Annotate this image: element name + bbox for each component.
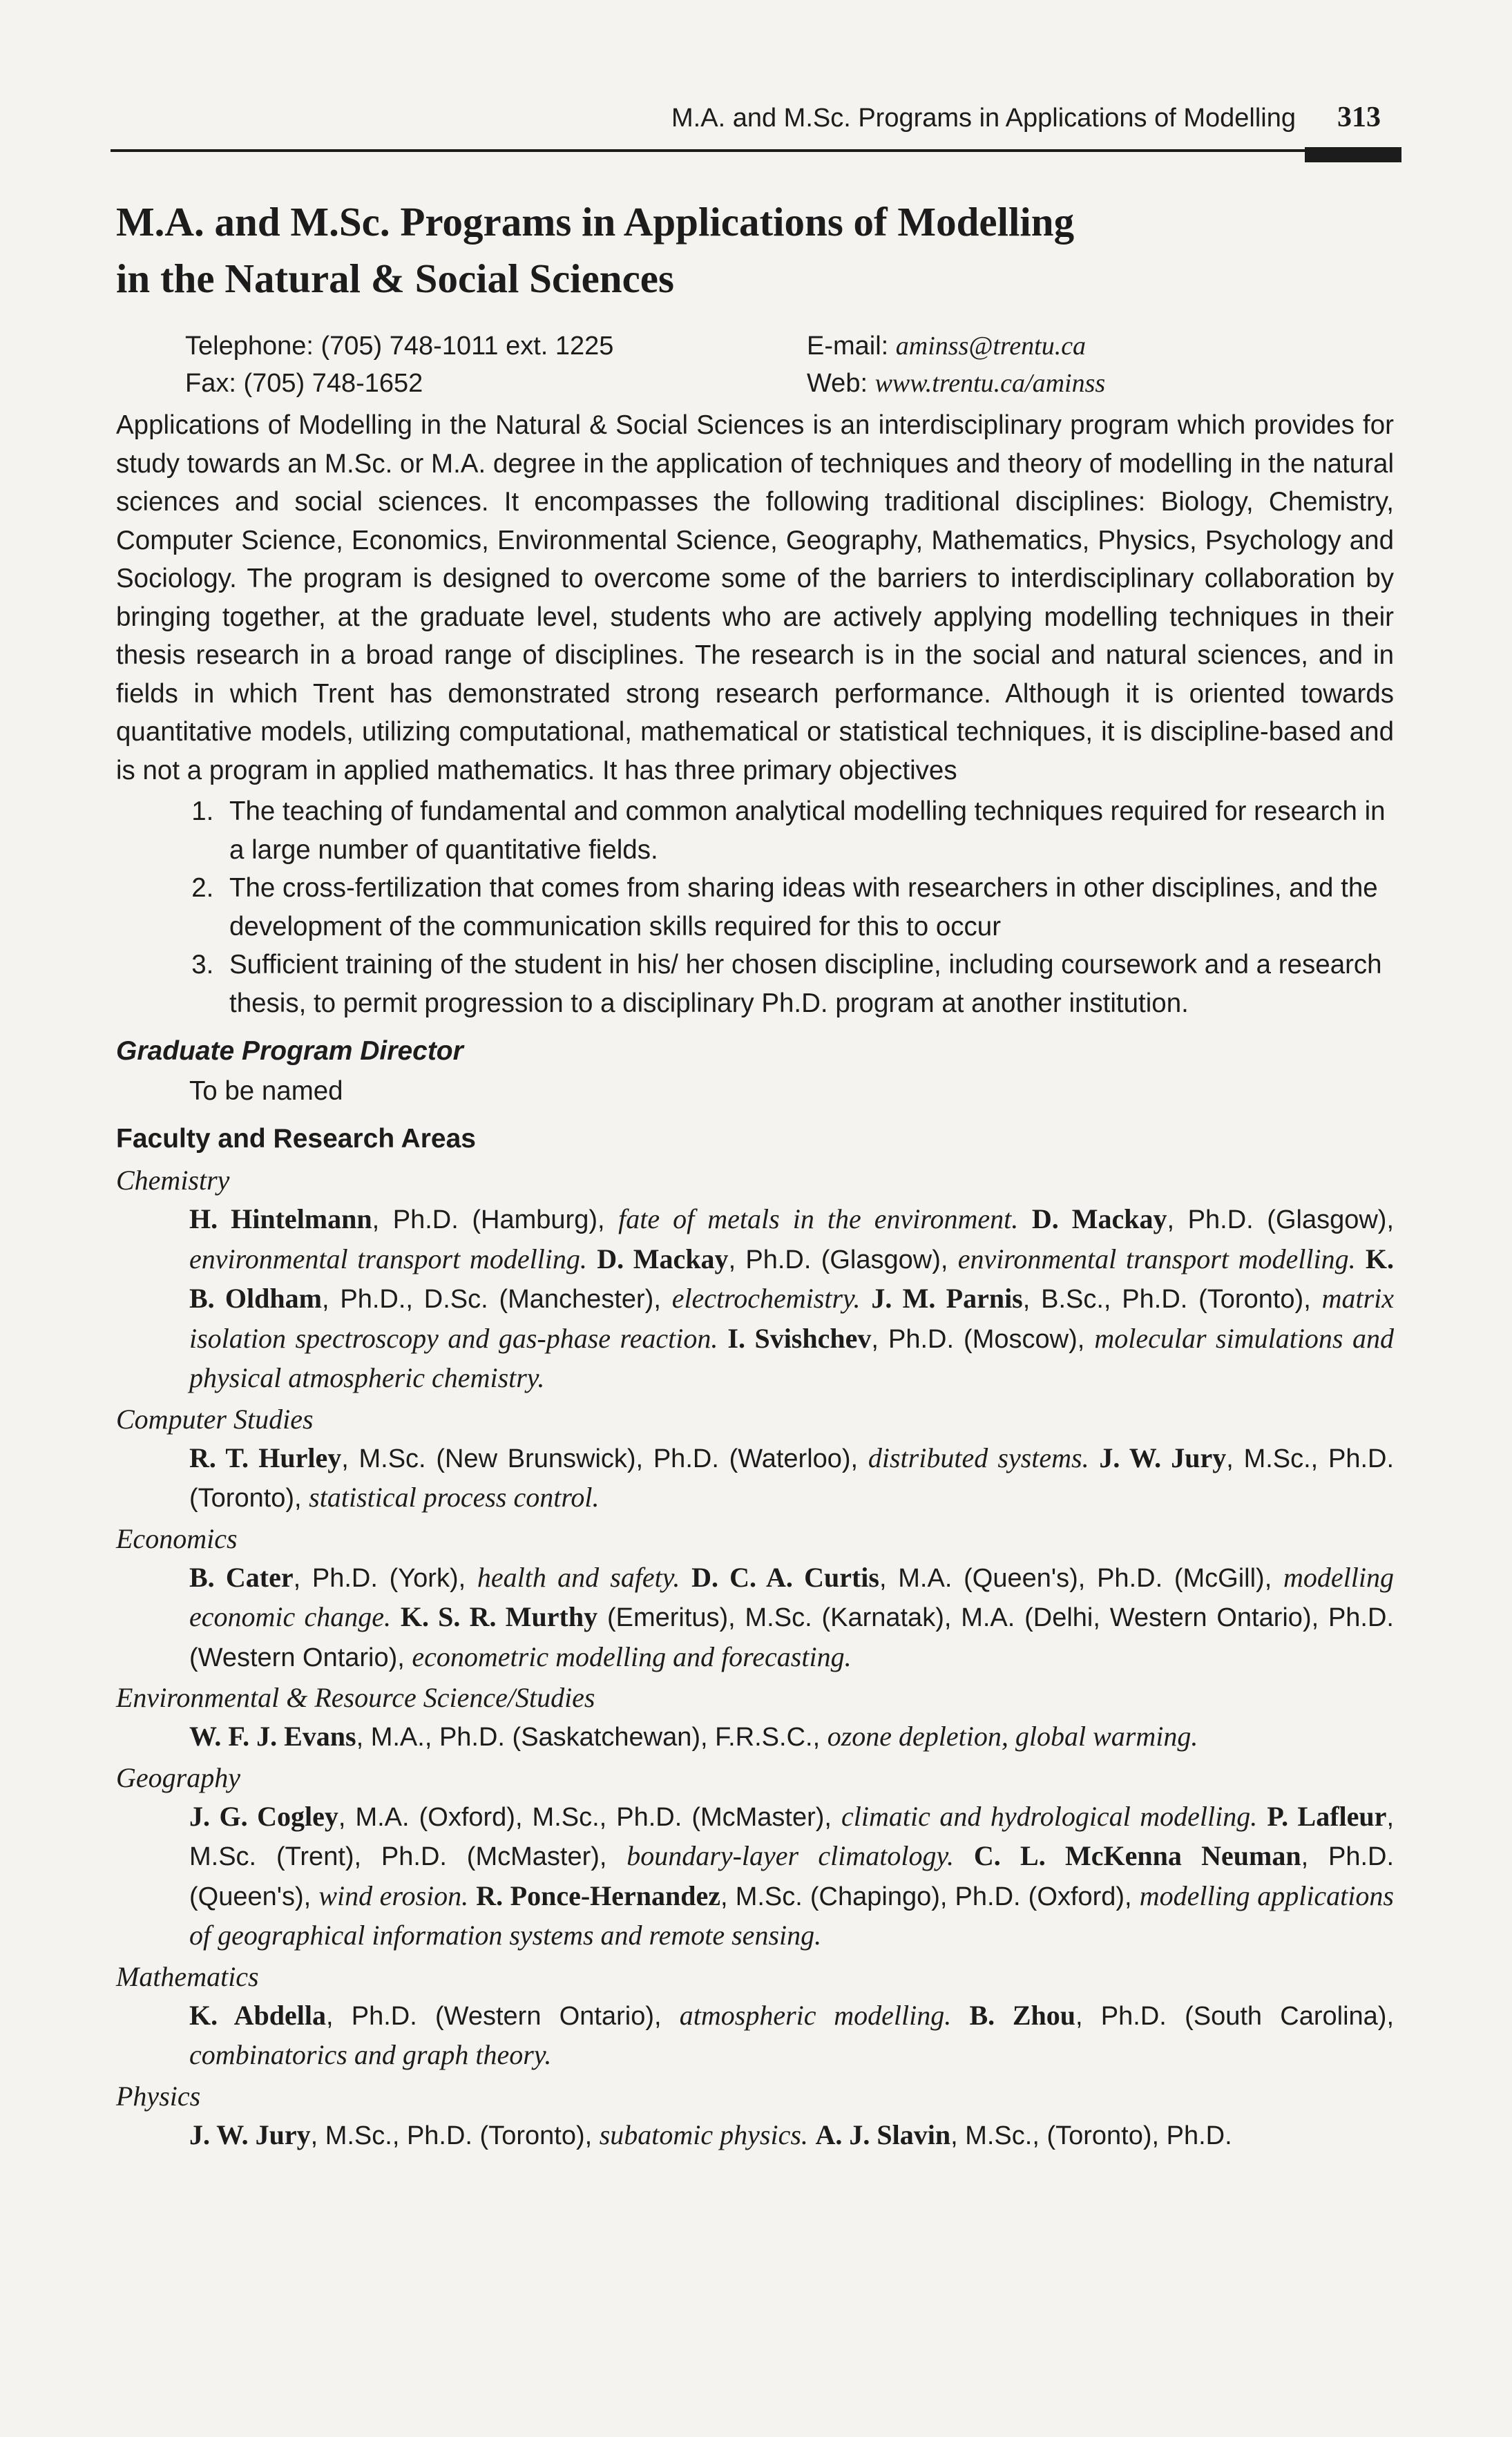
faculty-name: R. T. Hurley	[189, 1442, 342, 1473]
page-content	[116, 193, 1394, 2155]
objective-item: 3. Sufficient training of the student in his/ her chosen discipline, including coursework and a research thesis, to permit progression to a disciplinary Ph.D. program at another institution.	[221, 946, 1394, 1022]
faculty-degrees: , Ph.D. (South Carolina),	[1075, 2001, 1395, 2031]
faculty-research-area: matrix isolation spectroscopy and gas-phase reaction.	[189, 1283, 1395, 1354]
area-heading: Computer Studies	[116, 1403, 314, 1435]
faculty-name: J. G. Cogley	[189, 1800, 338, 1832]
faculty-degrees: , M.Sc. (Chapingo), Ph.D. (Oxford),	[720, 1882, 1140, 1911]
faculty-name: J. W. Jury	[1099, 1442, 1227, 1473]
running-header	[671, 101, 1381, 134]
web-label: Web:	[807, 369, 875, 398]
faculty-name: B. Zhou	[969, 1999, 1075, 2031]
faculty-entry-block	[189, 1439, 1394, 1518]
director-value: To be named	[189, 1076, 343, 1106]
running-title: M.A. and M.Sc. Programs in Applications of Modelling	[671, 104, 1296, 133]
faculty-research-area: modelling economic change.	[189, 1561, 1394, 1632]
email-link[interactable]: aminss@trentu.ca	[895, 332, 1087, 361]
faculty-name: R. Ponce-Hernandez	[476, 1880, 721, 1911]
faculty-degrees: , Ph.D. (Queen's),	[189, 1842, 1395, 1911]
objective-item: 1. The teaching of fundamental and common analytical modelling techniques required for research in a large number of quantitative fields.	[221, 792, 1394, 869]
faculty-degrees: , Ph.D. (Glasgow),	[1167, 1205, 1395, 1234]
web-link[interactable]: www.trentu.ca/aminss	[874, 369, 1106, 398]
faculty-research-area: boundary-layer climatology.	[626, 1840, 955, 1871]
faculty-entry-block	[189, 1996, 1394, 2076]
page-title	[116, 193, 1394, 307]
faculty-research-area: electrochemistry.	[671, 1283, 861, 1314]
faculty-name: J. W. Jury	[189, 2119, 311, 2150]
faculty-degrees: , M.Sc., (Toronto), Ph.D.	[950, 2121, 1232, 2150]
faculty-research-area: distributed systems.	[868, 1442, 1089, 1473]
faculty-degrees: , M.A., Ph.D. (Saskatchewan), F.R.S.C.,	[356, 1723, 827, 1752]
faculty-degrees: , Ph.D. (Moscow),	[871, 1324, 1095, 1354]
faculty-entry-block	[189, 1717, 1394, 1757]
faculty-research-area: modelling applications of geographical information systems and remote sensing.	[189, 1880, 1394, 1951]
faculty-name: K. S. R. Murthy	[400, 1601, 598, 1632]
faculty-research-area: health and safety.	[477, 1561, 680, 1593]
header-bar	[1305, 147, 1401, 162]
area-heading: Economics	[116, 1522, 238, 1554]
faculty-degrees: , M.Sc. (Trent), Ph.D. (McMaster),	[189, 1802, 1394, 1871]
faculty-degrees: , M.A. (Queen's), Ph.D. (McGill),	[879, 1563, 1284, 1593]
faculty-research-area: environmental transport modelling.	[957, 1243, 1356, 1274]
header-rule	[111, 149, 1401, 152]
faculty-name: J. M. Parnis	[871, 1283, 1023, 1314]
faculty-degrees: , Ph.D. (Hamburg),	[372, 1205, 619, 1234]
faculty-degrees: , M.Sc., Ph.D. (Toronto),	[189, 1444, 1395, 1513]
faculty-name: A. J. Slavin	[815, 2119, 951, 2150]
faculty-degrees: , M.Sc. (New Brunswick), Ph.D. (Waterloo),	[341, 1444, 868, 1473]
faculty-name: D. C. A. Curtis	[691, 1561, 879, 1593]
faculty-degrees: , M.Sc., Ph.D. (Toronto),	[310, 2121, 600, 2150]
director-heading: Graduate Program Director	[116, 1036, 463, 1066]
faculty-entry-block	[189, 2116, 1394, 2156]
title-line-2: in the Natural & Social Sciences	[116, 256, 674, 301]
faculty-name: W. F. J. Evans	[189, 1721, 356, 1752]
area-heading: Physics	[116, 2080, 201, 2112]
faculty-research-area: climatic and hydrological modelling.	[841, 1800, 1258, 1832]
faculty-name: P. Lafleur	[1267, 1800, 1387, 1832]
faculty-name: K. B. Oldham	[189, 1243, 1395, 1314]
email-line	[807, 327, 1332, 365]
faculty-degrees: (Emeritus), M.Sc. (Karnatak), M.A. (Delhi, Western Ontario), Ph.D. (Western Ontario),	[189, 1603, 1394, 1672]
faculty-research-area: fate of metals in the environment.	[618, 1203, 1019, 1234]
faculty-name: K. Abdella	[189, 1999, 326, 2031]
faculty-name: D. Mackay	[597, 1243, 729, 1274]
faculty-name: D. Mackay	[1031, 1203, 1167, 1234]
objective-item: 2. The cross-fertilization that comes from sharing ideas with researchers in other disciplines, and the development of the communication skills required for this to occur	[221, 869, 1394, 946]
faculty-name: H. Hintelmann	[189, 1203, 372, 1234]
faculty-entry-block	[189, 1797, 1394, 1956]
web-line	[807, 365, 1332, 402]
faculty-research-area: statistical process control.	[309, 1482, 600, 1513]
faculty-research-area: molecular simulations and physical atmospheric chemistry.	[189, 1322, 1394, 1393]
area-heading: Mathematics	[116, 1960, 259, 1992]
faculty-research-area: ozone depletion, global warming.	[827, 1721, 1198, 1752]
faculty-research-area: atmospheric modelling.	[679, 1999, 952, 2031]
area-heading: Environmental & Resource Science/Studies	[116, 1682, 595, 1713]
objectives-list	[116, 792, 1394, 1022]
intro-paragraph: Applications of Modelling in the Natural & Social Sciences is an interdisciplinary program which provides for study towards an M.Sc. or M.A. degree in the application of techniques and theory of modelling in the natural sciences and social sciences. It encompasses the following traditional disciplines: Biology, Chemistry, Computer Science, Economics, Environmental Science, Geography, Mathematics, Physics, Psychology and Sociology. The program is designed to overcome some of the barriers to interdisciplinary collaboration by bringing together, at the graduate level, students who are actively applying modelling techniques in their thesis research in a broad range of disciplines. The research is in the social and natural sciences, and in fields in which Trent has demonstrated strong research performance. Although it is oriented towards quantitative models, utilizing computational, mathematical or statistical techniques, it is discipline-based and is not a program in applied mathematics. It has three primary objectives	[116, 410, 1394, 785]
area-heading: Geography	[116, 1761, 240, 1793]
faculty-research-area: econometric modelling and forecasting.	[412, 1641, 852, 1672]
faculty-research-area: environmental transport modelling.	[189, 1243, 587, 1274]
faculty-entry-block	[189, 1200, 1394, 1399]
page-number: 313	[1337, 102, 1381, 133]
faculty-degrees: , B.Sc., Ph.D. (Toronto),	[1022, 1285, 1322, 1314]
faculty-research-area: wind erosion.	[318, 1880, 469, 1911]
faculty-heading: Faculty and Research Areas	[116, 1124, 476, 1154]
email-label: E-mail:	[807, 332, 896, 361]
faculty-name: B. Cater	[189, 1561, 294, 1593]
faculty-degrees: , Ph.D. (Glasgow),	[728, 1245, 958, 1274]
faculty-degrees: , M.A. (Oxford), M.Sc., Ph.D. (McMaster),	[338, 1802, 842, 1832]
contact-block	[185, 327, 1394, 402]
faculty-areas	[116, 1161, 1394, 2155]
title-line-1: M.A. and M.Sc. Programs in Applications of Modelling	[116, 199, 1075, 245]
faculty-entry-block	[189, 1558, 1394, 1678]
fax: Fax: (705) 748-1652	[185, 369, 423, 398]
faculty-degrees: , Ph.D. (Western Ontario),	[325, 2001, 680, 2031]
area-heading: Chemistry	[116, 1165, 230, 1196]
telephone: Telephone: (705) 748-1011 ext. 1225	[185, 332, 614, 361]
faculty-degrees: , Ph.D., D.Sc. (Manchester),	[321, 1285, 672, 1314]
faculty-research-area: subatomic physics.	[599, 2119, 808, 2150]
faculty-research-area: combinatorics and graph theory.	[189, 2039, 552, 2070]
faculty-degrees: , Ph.D. (York),	[293, 1563, 477, 1593]
faculty-name: I. Svishchev	[727, 1322, 872, 1354]
faculty-name: C. L. McKenna Neuman	[973, 1840, 1301, 1871]
